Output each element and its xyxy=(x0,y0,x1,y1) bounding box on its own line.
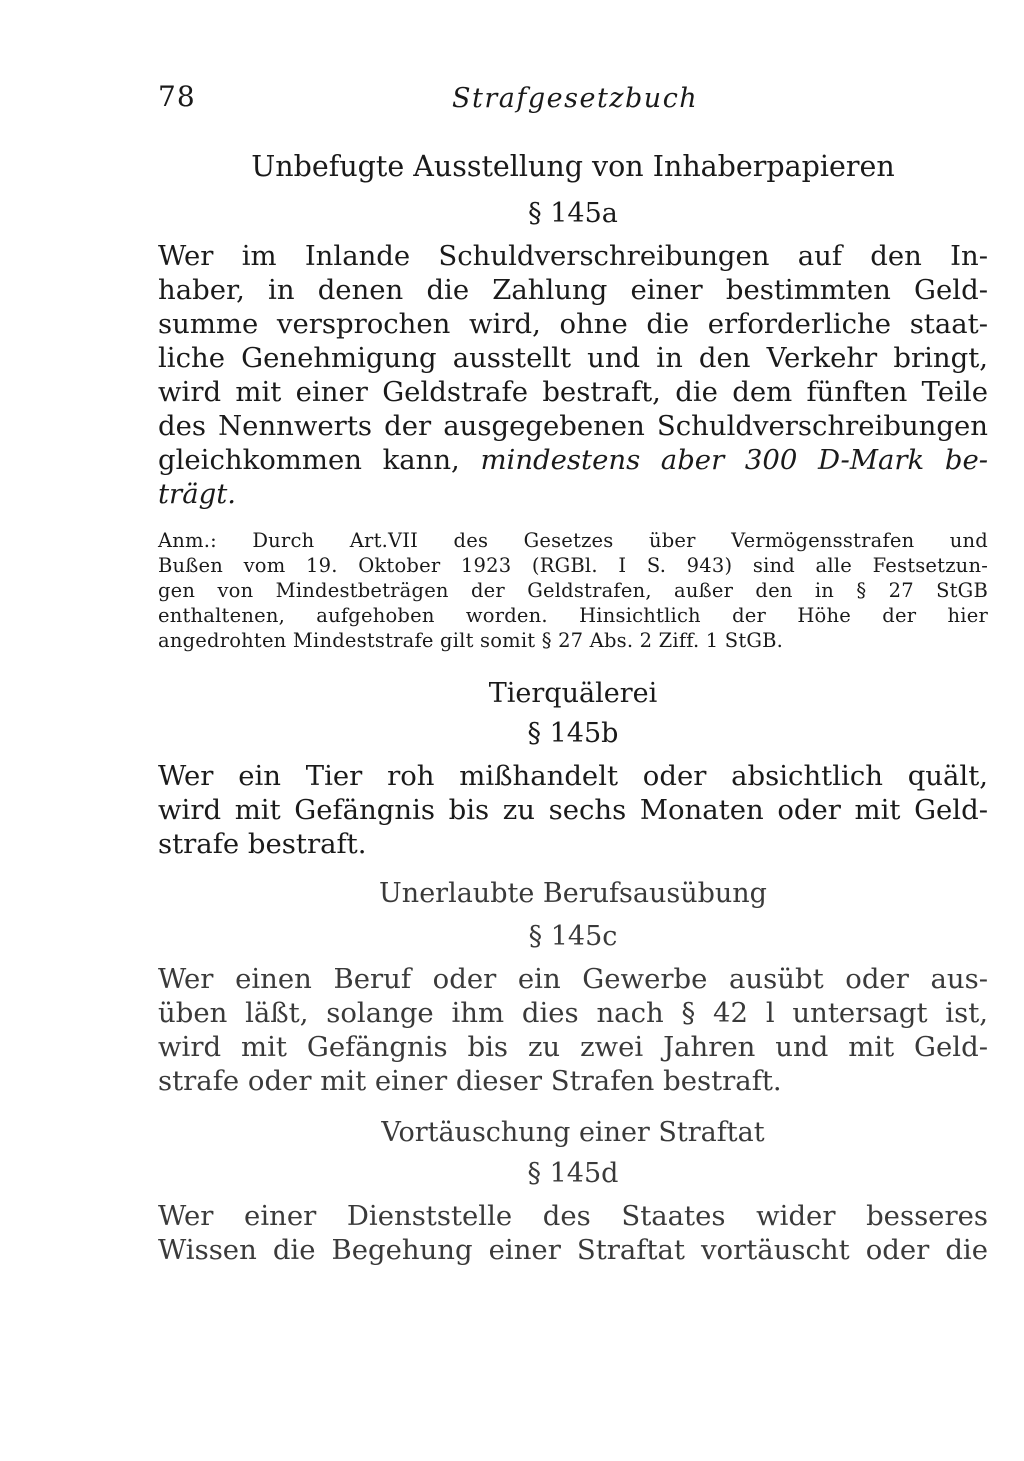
paragraph-number-145a: § 145a xyxy=(528,198,618,229)
body-line: Wer im Inlande Schuldverschreibungen auf den In- xyxy=(158,240,988,272)
body-line: üben läßt, solange ihm dies nach § 42 l untersagt ist, xyxy=(158,997,988,1029)
section-title-145a: Unbefugte Ausstellung von Inhaberpapieren xyxy=(251,150,895,183)
note-line: enthaltenen, aufgehoben worden. Hinsichtlich der Höhe der hier xyxy=(158,604,988,627)
body-line: des Nennwerts der ausgegebenen Schuldverschreibungen xyxy=(158,410,988,442)
page-number: 78 xyxy=(158,80,196,113)
body-text-emphasis: mindestens aber 300 D-Mark be- xyxy=(480,444,989,476)
section-title-145c: Unerlaubte Berufsausübung xyxy=(379,878,767,909)
body-line: Wissen die Begehung einer Straftat vortäuscht oder die xyxy=(158,1234,988,1266)
paragraph-number-145b: § 145b xyxy=(527,718,619,749)
note-line: Bußen vom 19. Oktober 1923 (RGBl. I S. 943) sind alle Festsetzun- xyxy=(158,554,988,577)
body-line: strafe bestraft. xyxy=(158,828,367,860)
body-line: wird mit Gefängnis bis zu sechs Monaten oder mit Geld- xyxy=(158,794,988,826)
running-head: Strafgesetzbuch xyxy=(452,83,699,114)
note-line: gen von Mindestbeträgen der Geldstrafen, außer den in § 27 StGB xyxy=(158,579,988,602)
body-line: wird mit einer Geldstrafe bestraft, die dem fünften Teile xyxy=(158,376,988,408)
paragraph-number-145d: § 145d xyxy=(527,1158,619,1189)
body-line: haber, in denen die Zahlung einer bestimmten Geld- xyxy=(158,274,988,306)
body-text-emphasis: trägt. xyxy=(158,478,236,510)
note-line: Anm.: Durch Art.VII des Gesetzes über Vermögensstrafen und xyxy=(158,529,988,552)
body-line: liche Genehmigung ausstellt und in den Verkehr bringt, xyxy=(158,342,988,374)
paragraph-number-145c: § 145c xyxy=(528,921,618,952)
body-line-mixed xyxy=(158,443,988,477)
body-line: wird mit Gefängnis bis zu zwei Jahren und mit Geld- xyxy=(158,1031,988,1063)
section-title-145b: Tierquälerei xyxy=(488,678,658,709)
body-line: Wer einer Dienststelle des Staates wider besseres xyxy=(158,1200,988,1232)
body-line: summe versprochen wird, ohne die erforderliche staat- xyxy=(158,308,988,340)
body-line: Wer ein Tier roh mißhandelt oder absichtlich quält, xyxy=(158,760,988,792)
body-line: Wer einen Beruf oder ein Gewerbe ausübt oder aus- xyxy=(158,963,988,995)
body-line: strafe oder mit einer dieser Strafen bestraft. xyxy=(158,1065,782,1097)
section-title-145d: Vortäuschung einer Straftat xyxy=(381,1117,765,1148)
body-text-plain: gleichkommen kann, xyxy=(158,444,460,476)
note-line: angedrohten Mindeststrafe gilt somit § 27 Abs. 2 Ziff. 1 StGB. xyxy=(158,629,784,652)
